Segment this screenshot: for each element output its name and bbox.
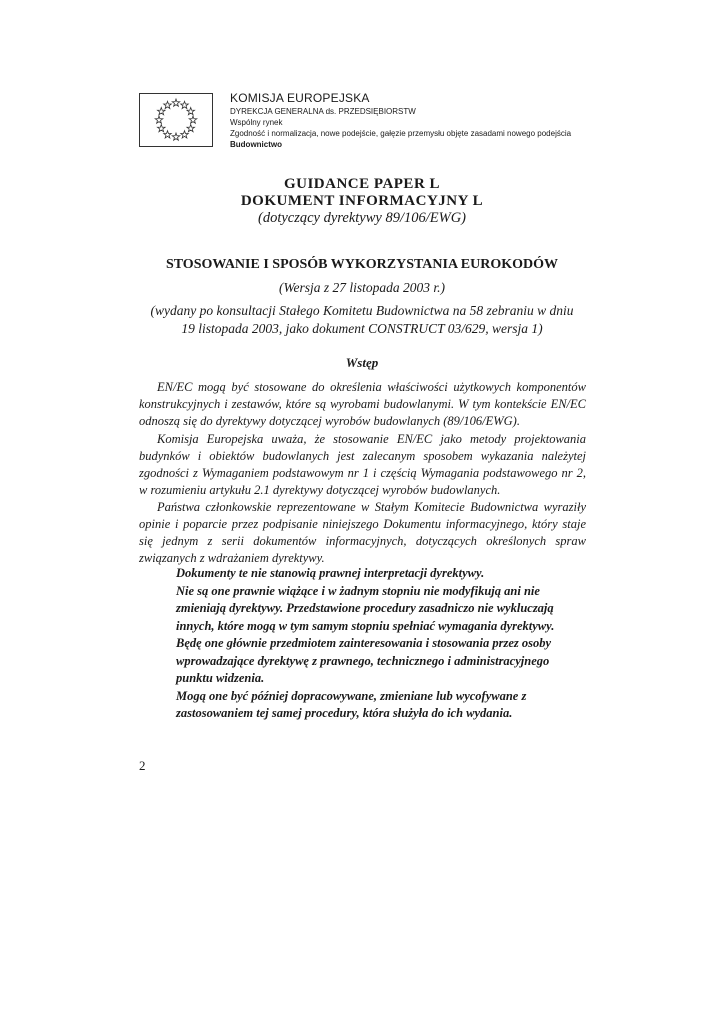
sector-name: Budownictwo: [230, 140, 282, 149]
star-icon: [181, 131, 189, 138]
title-line-3: (dotyczący dyrektywy 89/106/EWG): [257, 210, 467, 226]
version-line: (Wersja z 27 listopada 2003 r.): [278, 280, 445, 295]
document-header: [230, 91, 571, 150]
issued-line-2: 19 listopada 2003, jako dokument CONSTRUCT 03/629, wersja 1): [181, 321, 543, 336]
organization-name: KOMISJA EUROPEJSKA: [230, 91, 370, 105]
star-icon: [187, 125, 195, 132]
legal-notice: [176, 565, 556, 723]
directorate-name: DYREKCJA GENERALNA ds. PRZEDSIĘBIORSTW: [230, 107, 416, 116]
eu-logo: [139, 93, 213, 147]
issued-note: [0, 302, 724, 338]
star-icon: [157, 125, 165, 132]
star-icon: [189, 116, 197, 123]
intro-paragraph-2: Komisja Europejska uważa, że stosowanie EN/EC jako metody projektowania budynków i obiektów budowlanych jest zalecanym sposobem wykazania należytej zgodności z Wymaganiem podstawowym nr 1 i częścią Wymagania podstawowego nr 2, w rozumieniu artykułu 2.1 dyrektywy dotyczącej wyrobów budowlanych.: [139, 432, 586, 497]
unit-name: Wspólny rynek: [230, 118, 283, 127]
intro-paragraph-3: Państwa członkowskie reprezentowane w Stałym Komitecie Budownictwa wyraziły opinie i poparcie przez podpisanie niniejszego Dokumentu informacyjnego, który staje się jednym z serii dokumentów informacyjnych, dotyczących określonych spraw związanych z wdrażaniem dyrektywy.: [139, 500, 586, 565]
document-subtitle: STOSOWANIE I SPOSÓB WYKORZYSTANIA EUROKODÓW: [165, 257, 559, 272]
star-icon: [164, 101, 172, 108]
notice-line-1: Dokumenty te nie stanowią prawnej interpretacji dyrektywy.: [176, 566, 485, 580]
star-icon: [187, 108, 195, 115]
star-icon: [181, 101, 189, 108]
page-number: 2: [139, 758, 146, 773]
intro-paragraph-1: EN/EC mogą być stosowane do określenia właściwości użytkowych komponentów konstrukcyjnych i zestawów, które są wyrobami budowlanymi. W tym kontekście EN/EC odnoszą się do dyrektywy dotyczącej wyrobów budowlanych (89/106/EWG).: [139, 380, 586, 428]
notice-line-2: Nie są one prawnie wiążące i w żadnym stopniu nie modyfikują ani nie zmieniają dyrektywy. Przedstawione procedury zasadniczo nie wykluczają innych, które mogą w tym samym stopniu spełniać wymagania dyrektywy.: [176, 583, 555, 633]
star-icon: [172, 133, 180, 140]
issued-line-1: (wydany po konsultacji Stałego Komitetu Budownictwa na 58 zebraniu w dniu: [150, 303, 574, 318]
title-line-2: DOKUMENT INFORMACYJNY L: [240, 193, 484, 209]
notice-line-4: Mogą one być później dopracowywane, zmieniane lub wycofywane z zastosowaniem tej samej procedury, która służyła do ich wydania.: [176, 688, 527, 720]
intro-heading: Wstęp: [345, 355, 379, 370]
star-icon: [164, 131, 172, 138]
area-description: Zgodność i normalizacja, nowe podejście, gałęzie przemysłu objęte zasadami nowego podejścia: [230, 129, 572, 138]
star-icon: [157, 108, 165, 115]
title-line-1: GUIDANCE PAPER L: [283, 176, 441, 192]
notice-line-3: Będę one głównie przedmiotem zainteresowania i stosowania przez osoby wprowadzające dyrektywę z prawnego, technicznego i administracyjnego punktu widzenia.: [176, 636, 552, 685]
star-icon: [155, 116, 163, 123]
star-icon: [172, 99, 180, 106]
eu-stars-flag-icon: [140, 94, 212, 146]
